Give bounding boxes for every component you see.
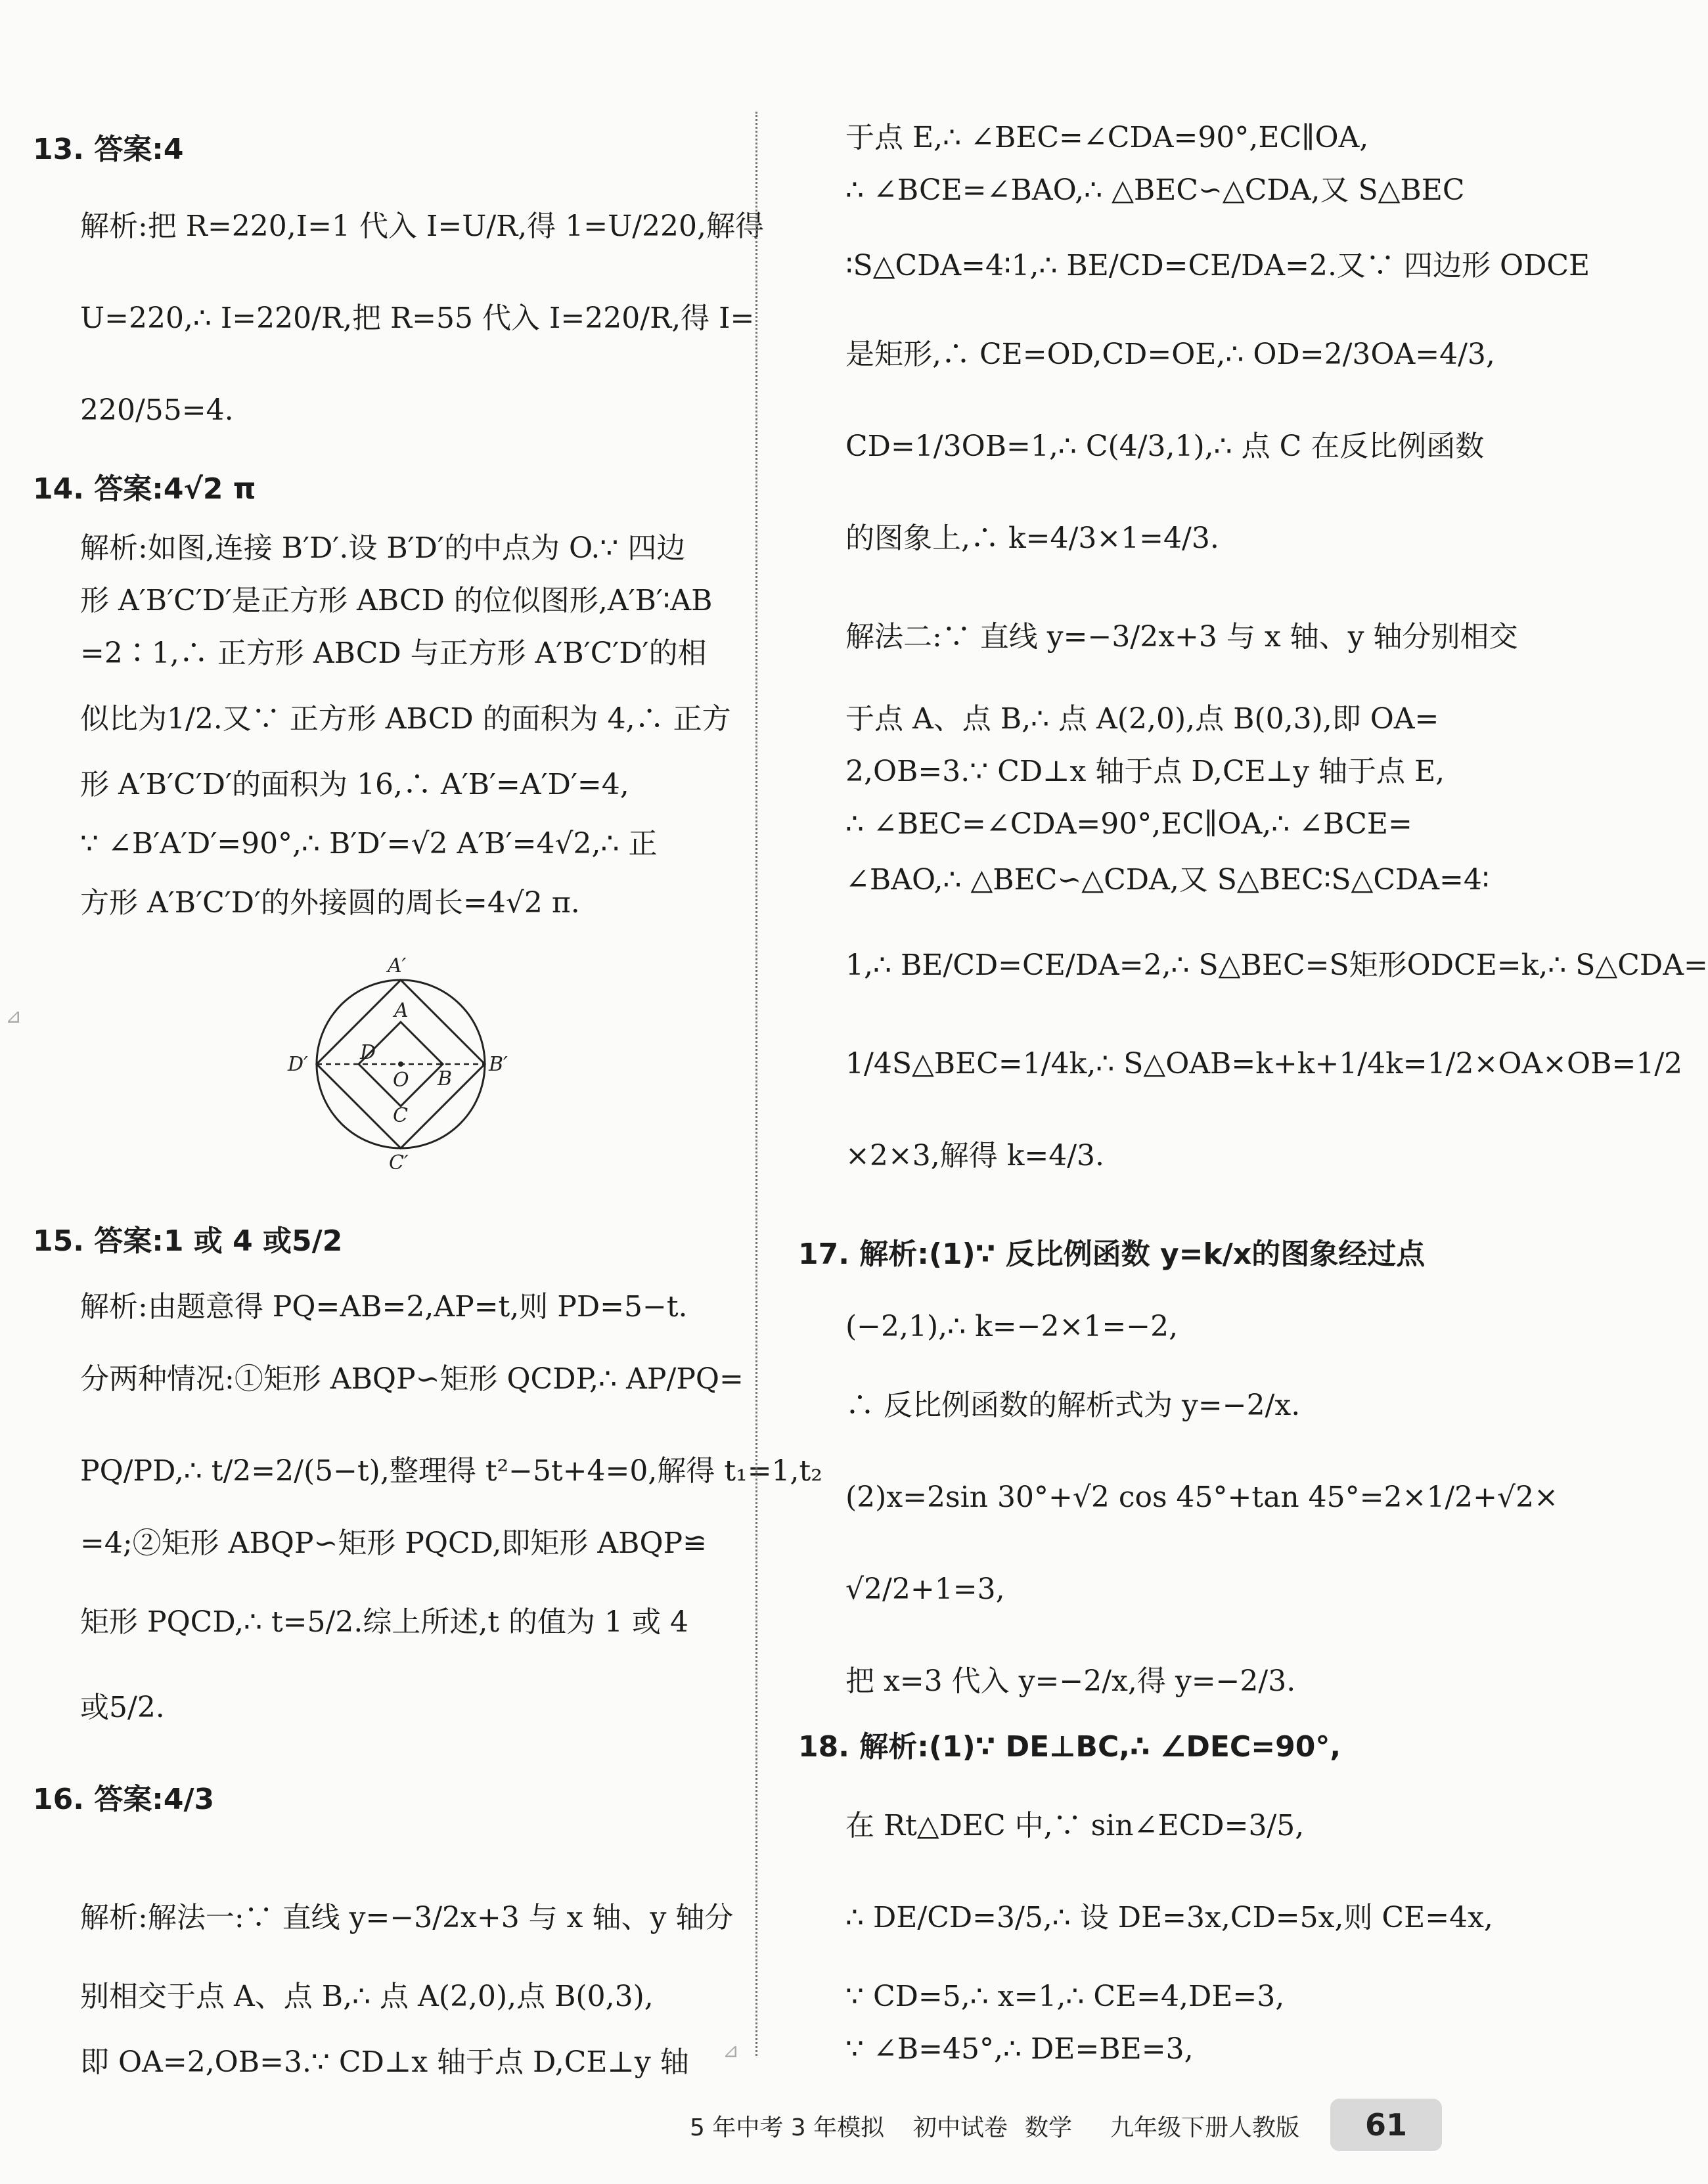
text-line: 的图象上,∴ k=4/3×1=4/3. (845, 522, 1219, 555)
text-line: 是矩形,∴ CE=OD,CD=OE,∴ OD=2/3OA=4/3, (845, 338, 1495, 371)
text-line: ∵ ∠B=45°,∴ DE=BE=3, (845, 2032, 1194, 2066)
text-line: 2,OB=3.∵ CD⊥x 轴于点 D,CE⊥y 轴于点 E, (845, 755, 1445, 788)
text-line: 即 OA=2,OB=3.∵ CD⊥x 轴于点 D,CE⊥y 轴 (80, 2045, 689, 2079)
text-line: 形 A′B′C′D′是正方形 ABCD 的位似图形,A′B′∶AB (80, 584, 713, 617)
text-line: 13. 答案:4 (33, 133, 184, 166)
text-line: ×2×3,解得 k=4/3. (845, 1139, 1105, 1172)
footer-edition: 人教版 (1228, 2114, 1300, 2141)
text-line: 形 A′B′C′D′的面积为 16,∴ A′B′=A′D′=4, (80, 768, 629, 801)
label-D1: D′ (288, 1053, 308, 1076)
label-C: C (393, 1104, 408, 1127)
footer-grade: 九年级下册 (1110, 2114, 1229, 2141)
text-line: (2)x=2sin 30°+√2 cos 45°+tan 45°=2×1/2+√2× (845, 1481, 1558, 1514)
text-line: ∠BAO,∴ △BEC∽△CDA,又 S△BEC∶S△CDA=4∶ (845, 863, 1490, 897)
text-line: ∴ DE/CD=3/5,∴ 设 DE=3x,CD=5x,则 CE=4x, (845, 1901, 1493, 1934)
text-line: 解析:把 R=220,I=1 代入 I=U/R,得 1=U/220,解得 (80, 210, 764, 243)
label-A: A (394, 999, 409, 1022)
text-line: ∵ CD=5,∴ x=1,∴ CE=4,DE=3, (845, 1980, 1285, 2013)
text-line: 解析:由题意得 PQ=AB=2,AP=t,则 PD=5−t. (80, 1290, 688, 1324)
text-line: 17. 解析:(1)∵ 反比例函数 y=k/x的图象经过点 (798, 1237, 1426, 1271)
text-line: ∵ ∠B′A′D′=90°,∴ B′D′=√2 A′B′=4√2,∴ 正 (80, 827, 658, 860)
text-line: ∴ ∠BCE=∠BAO,∴ △BEC∽△CDA,又 S△BEC (845, 173, 1465, 207)
text-line: ∶S△CDA=4∶1,∴ BE/CD=CE/DA=2.又∵ 四边形 ODCE (845, 249, 1590, 282)
footer-subject: 数学 (1025, 2114, 1073, 2141)
text-line: 在 Rt△DEC 中,∵ sin∠ECD=3/5, (845, 1809, 1305, 1842)
page-number: 61 (1330, 2099, 1442, 2151)
text-line: 或5/2. (80, 1691, 165, 1724)
text-line: 14. 答案:4√2 π (33, 472, 256, 506)
text-line: U=220,∴ I=220/R,把 R=55 代入 I=220/R,得 I= (80, 301, 755, 335)
label-A1: A′ (388, 954, 407, 977)
text-line: 1/4S△BEC=1/4k,∴ S△OAB=k+k+1/4k=1/2×OA×OB=1/2 (845, 1047, 1683, 1081)
text-line: 于点 A、点 B,∴ 点 A(2,0),点 B(0,3),即 OA= (845, 702, 1439, 736)
text-line: CD=1/3OB=1,∴ C(4/3,1),∴ 点 C 在反比例函数 (845, 430, 1485, 463)
geometry-figure (282, 946, 519, 1182)
text-line: =4;②矩形 ABQP∽矩形 PQCD,即矩形 ABQP≌ (80, 1527, 707, 1560)
text-line: 解析:如图,连接 B′D′.设 B′D′的中点为 O.∵ 四边 (80, 531, 686, 565)
text-line: 220/55=4. (80, 393, 234, 427)
text-line: ∴ 反比例函数的解析式为 y=−2/x. (845, 1389, 1301, 1422)
text-line: 于点 E,∴ ∠BEC=∠CDA=90°,EC∥OA, (845, 121, 1369, 154)
text-line: 把 x=3 代入 y=−2/x,得 y=−2/3. (845, 1664, 1296, 1698)
text-line: (−2,1),∴ k=−2×1=−2, (845, 1310, 1179, 1343)
label-B1: B′ (489, 1053, 508, 1076)
text-line: √2/2+1=3, (845, 1572, 1005, 1606)
text-line: =2∶1,∴ 正方形 ABCD 与正方形 A′B′C′D′的相 (80, 636, 707, 670)
text-line: 方形 A′B′C′D′的外接圆的周长=4√2 π. (80, 886, 580, 920)
text-line: 解法二:∵ 直线 y=−3/2x+3 与 x 轴、y 轴分别相交 (845, 620, 1518, 654)
page-footer (690, 2099, 1511, 2151)
scan-mark: ⊿ (5, 1005, 22, 1028)
label-O: O (393, 1069, 409, 1092)
column-divider (755, 112, 757, 2056)
text-line: ∴ ∠BEC=∠CDA=90°,EC∥OA,∴ ∠BCE= (845, 807, 1412, 841)
center-point (398, 1061, 403, 1067)
text-line: 分两种情况:①矩形 ABQP∽矩形 QCDP,∴ AP/PQ= (80, 1362, 744, 1396)
footer-type: 初中试卷 (913, 2114, 1008, 2141)
text-line: 18. 解析:(1)∵ DE⊥BC,∴ ∠DEC=90°, (798, 1730, 1341, 1764)
text-line: 16. 答案:4/3 (33, 1783, 215, 1816)
text-line: 似比为1/2.又∵ 正方形 ABCD 的面积为 4,∴ 正方 (80, 702, 731, 736)
text-line: 解析:解法一:∵ 直线 y=−3/2x+3 与 x 轴、y 轴分 (80, 1901, 734, 1934)
label-D: D (360, 1041, 376, 1064)
text-line: 别相交于点 A、点 B,∴ 点 A(2,0),点 B(0,3), (80, 1980, 654, 2013)
label-C1: C′ (389, 1151, 409, 1174)
scan-mark: ⊿ (723, 2039, 740, 2062)
footer-series: 5 年中考 3 年模拟 (690, 2114, 885, 2141)
text-line: 1,∴ BE/CD=CE/DA=2,∴ S△BEC=S矩形ODCE=k,∴ S△CDA= (845, 948, 1708, 982)
text-line: PQ/PD,∴ t/2=2/(5−t),整理得 t²−5t+4=0,解得 t₁=1,t₂ (80, 1454, 822, 1488)
text-line: 矩形 PQCD,∴ t=5/2.综上所述,t 的值为 1 或 4 (80, 1605, 688, 1639)
label-B: B (438, 1067, 453, 1090)
text-line: 15. 答案:1 或 4 或5/2 (33, 1224, 343, 1258)
